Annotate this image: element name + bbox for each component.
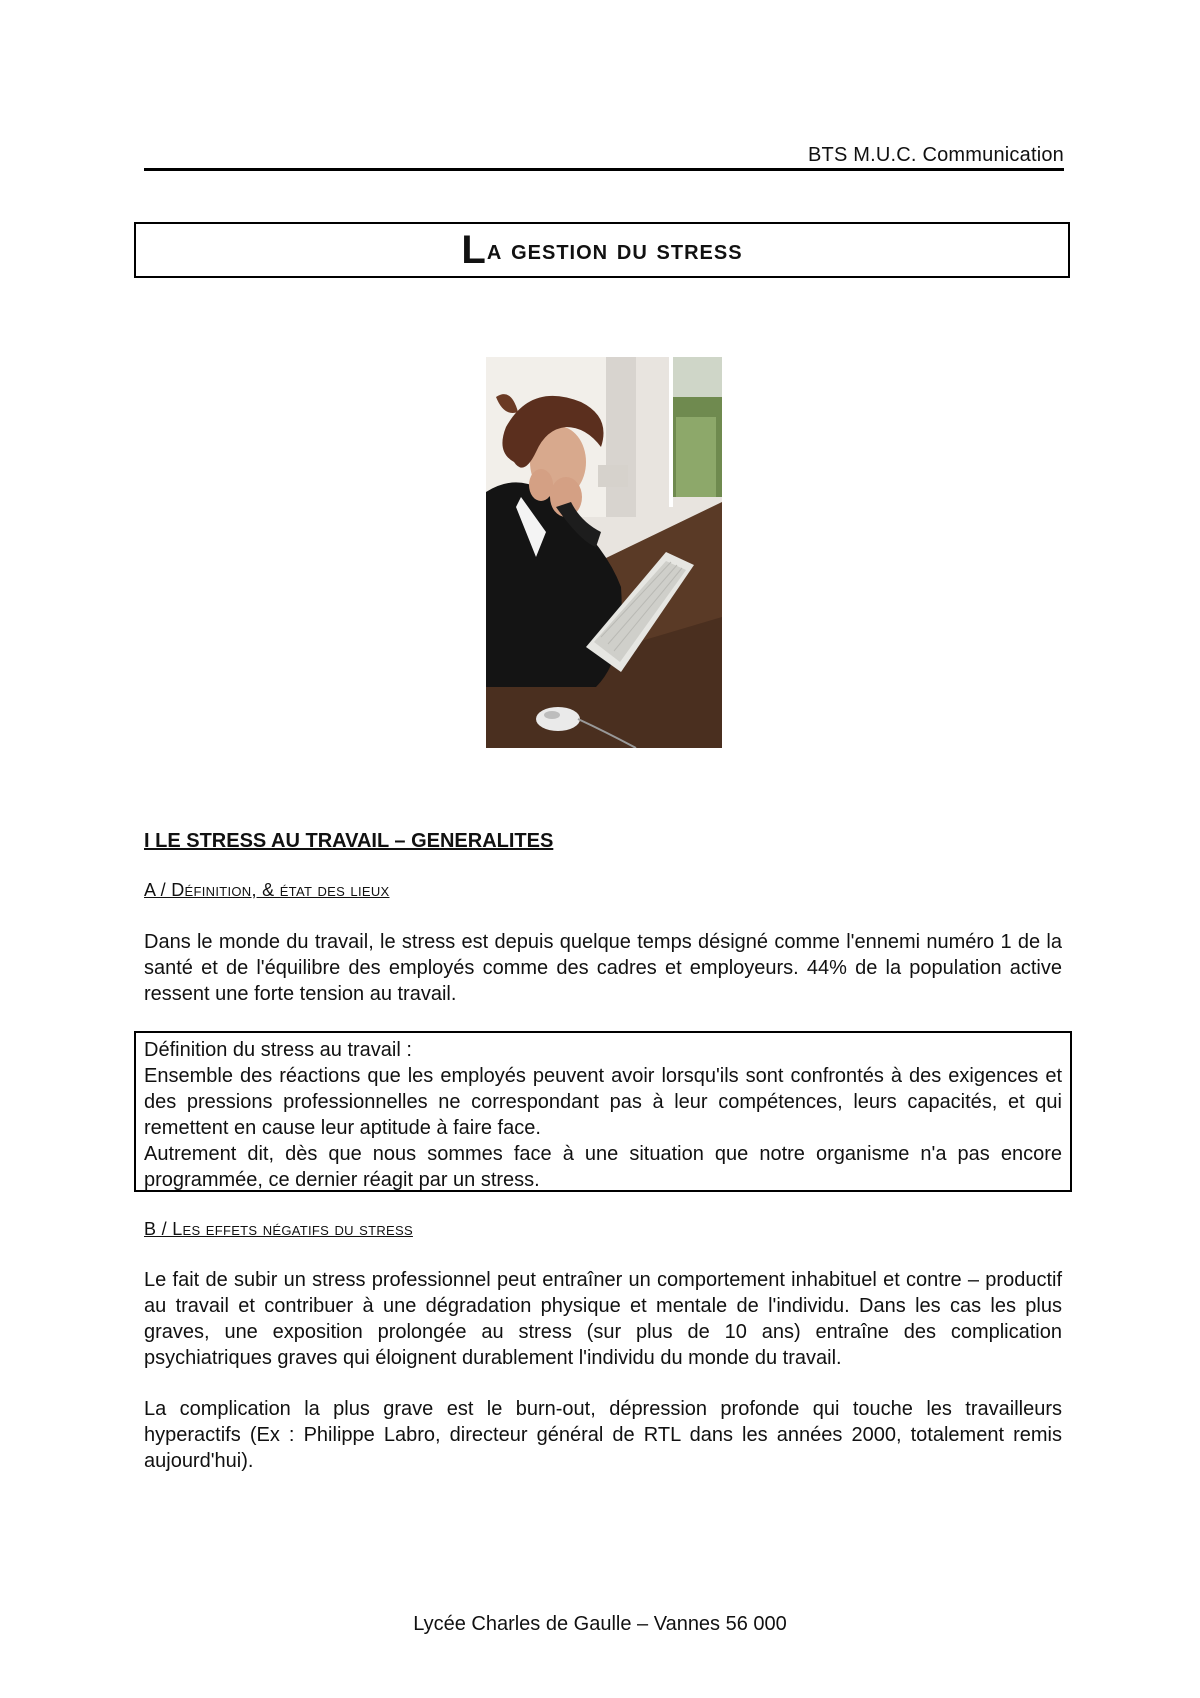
definition-text-2: Autrement dit, dès que nous sommes face à une situation que notre organisme n'a pas encore programmée, ce dernier réagit par un stress. [144,1143,1062,1191]
title-rest: a gestion du stress [486,234,743,265]
course-header: BTS M.U.C. Communication [808,144,1064,166]
page-footer: Lycée Charles de Gaulle – Vannes 56 000 [413,1613,787,1635]
effects-paragraph-2: La complication la plus grave est le burn-out, dépression profonde qui touche les travailleurs hyperactifs (Ex : Philippe Labro, directeur général de RTL dans les années 2000, totalement remis aujourd'hui). [144,1398,1062,1472]
subheading-b: B / Les effets négatifs du stress [144,1219,413,1239]
definition-title: Définition du stress au travail : [144,1039,412,1061]
definition-box [134,1031,1072,1192]
header-divider [144,168,1064,171]
effects-paragraph-1: Le fait de subir un stress professionnel peut entraîner un comportement inhabituel et contre – productif au travail et contribuer à une dégradation physique et mentale de l'individu. Dans les cas les plus graves, une exposition prolongée au stress (sur plus de 10 ans) entraîne des complication psychiatriques graves qui éloignent durablement l'individu du monde du travail. [144,1269,1062,1369]
subheading-a: A / Définition, & état des lieux [144,880,390,900]
definition-text: Ensemble des réactions que les employés peuvent avoir lorsqu'ils sont confrontés à des exigences et des pressions professionnelles ne correspondant pas à leur compétences, leurs capacités, et qui remettent en cause leur aptitude à faire face. [144,1065,1062,1139]
page-title [134,222,1070,278]
title-initial: L [461,227,487,272]
intro-paragraph: Dans le monde du travail, le stress est depuis quelque temps désigné comme l'ennemi numéro 1 de la santé et de l'équilibre des employés comme des cadres et employeurs. 44% de la population active ressent une forte tension au travail. [144,931,1062,1005]
section-heading-1: I LE STRESS AU TRAVAIL – GENERALITES [144,830,554,852]
photo-woman-at-computer [486,357,722,748]
